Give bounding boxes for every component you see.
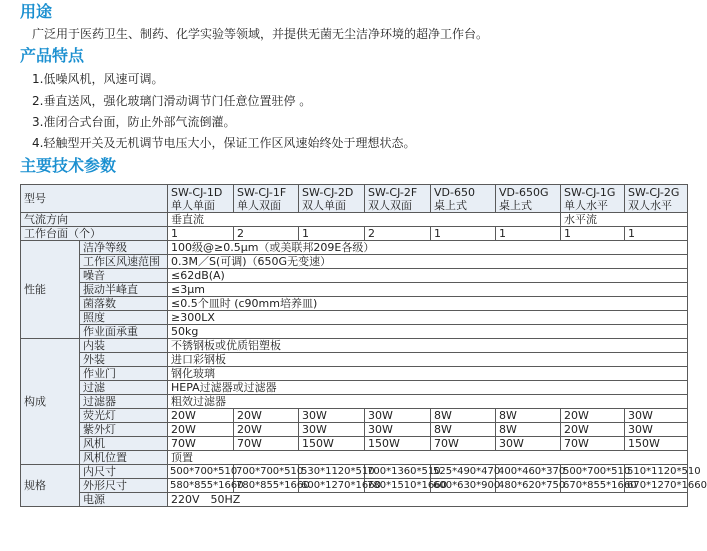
performance-item-value: 100级@≥0.5μm（或美联邦209E各级）	[168, 241, 688, 255]
lamp-value: 20W	[234, 409, 299, 423]
performance-row	[21, 283, 688, 297]
construction-item-label: 作业门	[80, 367, 168, 381]
performance-item-label: 噪音	[80, 269, 168, 283]
lamp-value: 8W	[496, 409, 561, 423]
outer-size-value: 670*1270*1660	[625, 479, 688, 493]
lamp-value: 30W	[625, 423, 688, 437]
model-cell: SW-CJ-1G 单人水平	[561, 185, 625, 213]
construction-item-value: HEPA过滤器或过滤器	[168, 381, 688, 395]
fan-position-label: 风机位置	[80, 451, 168, 465]
construction-item-label: 过滤器	[80, 395, 168, 409]
outer-size-value: 670*855*1660	[561, 479, 625, 493]
construction-row	[21, 367, 688, 381]
performance-label: 性能	[21, 241, 80, 339]
fan-value: 150W	[625, 437, 688, 451]
construction-row	[21, 353, 688, 367]
construction-row	[21, 339, 688, 353]
outer-size-value: 600*1270*1660	[299, 479, 365, 493]
performance-row	[21, 311, 688, 325]
model-label: 型号	[21, 185, 168, 213]
inner-size-value: 500*700*510	[561, 465, 625, 479]
lamp-value: 20W	[561, 423, 625, 437]
feature-item: 3.准闭合式台面，防止外部气流倒灌。	[32, 115, 236, 129]
worktop-value: 1	[299, 227, 365, 241]
inner-size-value: 400*460*370	[496, 465, 561, 479]
worktop-label: 工作台面（个）	[21, 227, 168, 241]
inner-size-value: 510*1120*510	[625, 465, 688, 479]
model-header-row	[21, 185, 688, 213]
fan-value: 150W	[299, 437, 365, 451]
construction-item-value: 粗效过滤器	[168, 395, 688, 409]
performance-item-value: ≤3μm	[168, 283, 688, 297]
performance-row	[21, 325, 688, 339]
fan-value: 70W	[234, 437, 299, 451]
inner-size-value: 525*490*470	[431, 465, 496, 479]
model-cell: SW-CJ-1D 单人单面	[168, 185, 234, 213]
lamp-value: 20W	[168, 423, 234, 437]
airflow-label: 气流方向	[21, 213, 168, 227]
model-cell: VD-650 桌上式	[431, 185, 496, 213]
usage-text: 广泛用于医药卫生、制药、化学实验等领域，并提供无菌无尘洁净环境的超净工作台。	[32, 27, 489, 41]
fan-label: 风机	[80, 437, 168, 451]
outer-size-value: 780*855*1660	[234, 479, 299, 493]
outer-size-value: 600*630*900	[431, 479, 496, 493]
worktop-value: 2	[234, 227, 299, 241]
airflow-horizontal: 水平流	[561, 213, 688, 227]
construction-row	[21, 381, 688, 395]
airflow-vertical: 垂直流	[168, 213, 561, 227]
model-cell: SW-CJ-2D 双人单面	[299, 185, 365, 213]
construction-item-value: 钢化玻璃	[168, 367, 688, 381]
construction-item-label: 内装	[80, 339, 168, 353]
power-label: 电源	[80, 493, 168, 507]
usage-heading: 用途	[20, 2, 53, 21]
performance-item-label: 洁净等级	[80, 241, 168, 255]
fan-row	[21, 437, 688, 451]
inner-size-value: 700*700*510	[234, 465, 299, 479]
construction-item-label: 外装	[80, 353, 168, 367]
lamp-label: 紫外灯	[80, 423, 168, 437]
performance-row	[21, 255, 688, 269]
inner-size-row	[21, 465, 688, 479]
performance-item-value: 50kg	[168, 325, 688, 339]
construction-row	[21, 395, 688, 409]
lamp-label: 荧光灯	[80, 409, 168, 423]
fan-value: 70W	[168, 437, 234, 451]
performance-item-label: 振动半峰直	[80, 283, 168, 297]
lamp-value: 20W	[561, 409, 625, 423]
performance-item-label: 工作区风速范围	[80, 255, 168, 269]
performance-item-value: ≤0.5个皿时 (c90mm培养皿)	[168, 297, 688, 311]
airflow-row	[21, 213, 688, 227]
model-cell: SW-CJ-2G 双人水平	[625, 185, 688, 213]
performance-item-value: 0.3M／S(可调)（650G无变速）	[168, 255, 688, 269]
power-value: 220V 50HZ	[168, 493, 688, 507]
fan-position-row	[21, 451, 688, 465]
performance-item-value: ≤62dB(A)	[168, 269, 688, 283]
outer-size-value: 780*1510*1660	[365, 479, 431, 493]
lamp-value: 30W	[625, 409, 688, 423]
lamp-value: 30W	[365, 423, 431, 437]
worktop-value: 1	[625, 227, 688, 241]
uv-lamp-row	[21, 423, 688, 437]
inner-size-value: 500*700*510	[168, 465, 234, 479]
fan-position-value: 顶置	[168, 451, 688, 465]
worktop-row	[21, 227, 688, 241]
features-heading: 产品特点	[20, 46, 85, 65]
lamp-value: 20W	[168, 409, 234, 423]
inner-size-value: 700*1360*510	[365, 465, 431, 479]
lamp-value: 30W	[299, 409, 365, 423]
lamp-value: 8W	[431, 423, 496, 437]
lamp-value: 8W	[431, 409, 496, 423]
spec-label: 规格	[21, 465, 80, 507]
fan-value: 150W	[365, 437, 431, 451]
performance-row	[21, 297, 688, 311]
inner-size-label: 内尺寸	[80, 465, 168, 479]
outer-size-value: 480*620*750	[496, 479, 561, 493]
fan-value: 30W	[496, 437, 561, 451]
lamp-value: 30W	[299, 423, 365, 437]
outer-size-row	[21, 479, 688, 493]
spec-table	[20, 184, 707, 507]
worktop-value: 1	[496, 227, 561, 241]
inner-size-value: 530*1120*510	[299, 465, 365, 479]
outer-size-value: 580*855*1660	[168, 479, 234, 493]
lamp-value: 30W	[365, 409, 431, 423]
fluorescent-lamp-row	[21, 409, 688, 423]
performance-item-value: ≥300LX	[168, 311, 688, 325]
construction-item-value: 不锈钢板或优质铝塑板	[168, 339, 688, 353]
outer-size-label: 外形尺寸	[80, 479, 168, 493]
construction-item-label: 过滤	[80, 381, 168, 395]
model-cell: SW-CJ-1F 单人双面	[234, 185, 299, 213]
lamp-value: 8W	[496, 423, 561, 437]
worktop-value: 1	[431, 227, 496, 241]
performance-row	[21, 269, 688, 283]
fan-value: 70W	[561, 437, 625, 451]
power-row	[21, 493, 688, 507]
construction-label: 构成	[21, 339, 80, 465]
performance-item-label: 作业面承重	[80, 325, 168, 339]
performance-item-label: 菌落数	[80, 297, 168, 311]
params-heading: 主要技术参数	[20, 156, 117, 175]
feature-item: 1.低噪风机，风速可调。	[32, 72, 164, 86]
performance-item-label: 照度	[80, 311, 168, 325]
model-cell: SW-CJ-2F 双人双面	[365, 185, 431, 213]
lamp-value: 20W	[234, 423, 299, 437]
construction-item-value: 进口彩钢板	[168, 353, 688, 367]
feature-item: 4.轻触型开关及无机调节电压大小，保证工作区风速始终处于理想状态。	[32, 136, 416, 150]
feature-item: 2.垂直送风，强化玻璃门滑动调节门任意位置驻停 。	[32, 94, 312, 108]
model-cell: VD-650G 桌上式	[496, 185, 561, 213]
fan-value: 70W	[431, 437, 496, 451]
worktop-value: 1	[561, 227, 625, 241]
performance-row	[21, 241, 688, 255]
worktop-value: 2	[365, 227, 431, 241]
worktop-value: 1	[168, 227, 234, 241]
